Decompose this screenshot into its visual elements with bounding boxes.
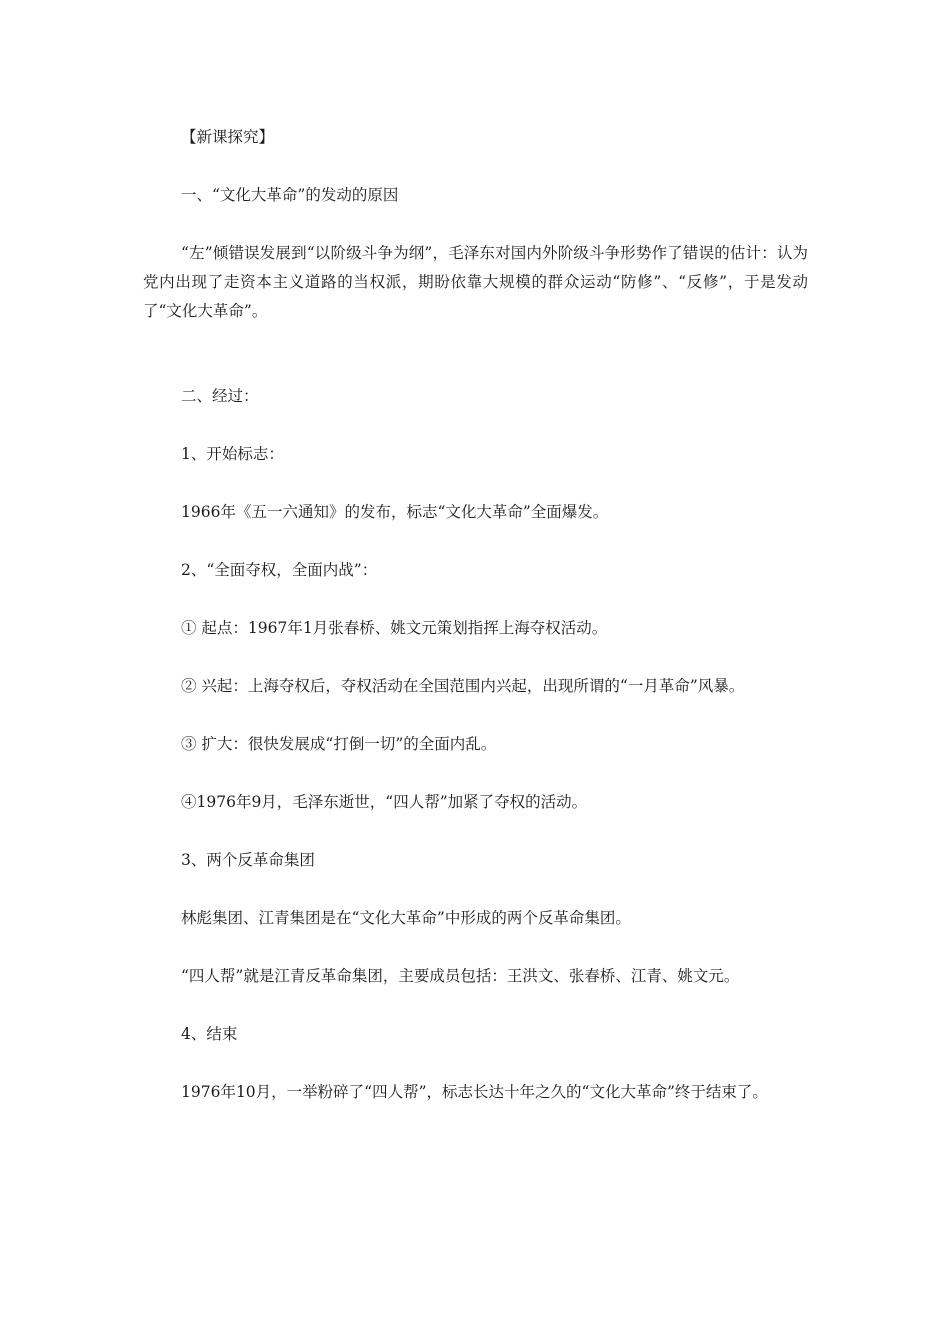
heading-groups: 3、两个反革命集团 [181, 851, 315, 869]
section-heading: 【新课探究】 [181, 128, 275, 146]
list-item-2: ② 兴起：上海夺权后，夺权活动在全国范围内兴起，出现所谓的“一月革命”风暴。 [181, 677, 745, 695]
list-item-4: ④1976年9月，毛泽东逝世，“四人帮”加紧了夺权的活动。 [181, 793, 588, 811]
paragraph-start: 1966年《五一六通知》的发布，标志“文化大革命”全面爆发。 [181, 503, 609, 521]
heading-seize-power: 2、“全面夺权，全面内战”： [181, 561, 378, 579]
list-item-3: ③ 扩大：很快发展成“打倒一切”的全面内乱。 [181, 735, 497, 753]
heading-start: 1、开始标志： [181, 445, 284, 463]
paragraph-causes: “左”倾错误发展到“以阶级斗争为纲”，毛泽东对国内外阶级斗争形势作了错误的估计：认为党内出现了走资本主义道路的当权派，期盼依靠大规模的群众运动“防修”、“反修”，于是发动了“文化大革命”。 [143, 244, 808, 320]
paragraph-gang-of-four: “四人帮”就是江青反革命集团，主要成员包括：王洪文、张春桥、江青、姚文元。 [181, 967, 740, 985]
heading-causes: 一、“文化大革命”的发动的原因 [181, 186, 399, 204]
list-item-1: ① 起点：1967年1月张春桥、姚文元策划指挥上海夺权活动。 [181, 619, 608, 637]
paragraph-groups: 林彪集团、江青集团是在“文化大革命”中形成的两个反革命集团。 [181, 909, 631, 927]
heading-end: 4、结束 [181, 1025, 238, 1043]
paragraph-end: 1976年10月，一举粉碎了“四人帮”，标志长达十年之久的“文化大革命”终于结束了。 [181, 1083, 768, 1101]
heading-process: 二、经过： [181, 387, 259, 405]
